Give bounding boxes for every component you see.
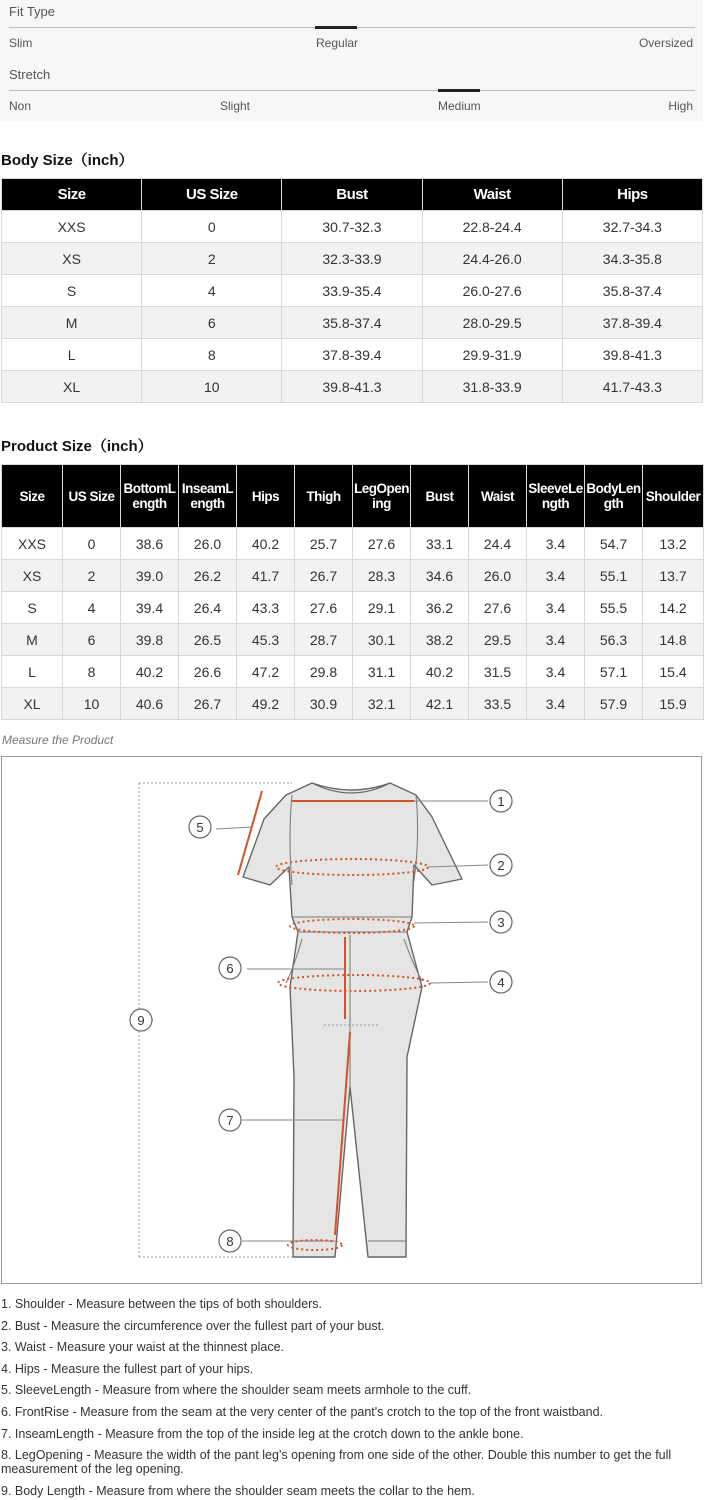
table-cell: 32.1	[353, 688, 411, 720]
table-cell: M	[2, 624, 63, 656]
fit-type-option-slim: Slim	[9, 36, 33, 50]
table-cell: 33.9-35.4	[282, 275, 422, 307]
marker-6: 6	[226, 961, 234, 976]
table-cell: 3.4	[527, 624, 585, 656]
table-cell: 30.7-32.3	[282, 211, 422, 243]
table-cell: 33.1	[411, 528, 469, 560]
note-bust: 2. Bust - Measure the circumference over the fullest part of your bust.	[1, 1319, 385, 1333]
table-cell: 28.0-29.5	[422, 307, 562, 339]
header-hips: Hips	[237, 465, 295, 528]
fit-type-option-regular: Regular	[316, 36, 359, 50]
header-shoulder: Shoulder	[643, 465, 704, 528]
stretch-indicator	[438, 89, 480, 92]
stretch-label: Stretch	[9, 67, 51, 82]
table-cell: 31.5	[469, 656, 527, 688]
jumpsuit-illustration	[2, 757, 701, 1283]
stretch-option-slight: Slight	[220, 99, 251, 113]
header-size: Size	[2, 465, 63, 528]
table-cell: 2	[63, 560, 121, 592]
stretch-track	[9, 90, 695, 91]
table-row	[2, 528, 704, 560]
table-header-row	[2, 465, 704, 528]
table-cell: 36.2	[411, 592, 469, 624]
table-cell: 40.2	[237, 528, 295, 560]
table-cell: M	[2, 307, 142, 339]
table-cell: 29.8	[295, 656, 353, 688]
table-cell: XS	[2, 243, 142, 275]
table-cell: 37.8-39.4	[562, 307, 702, 339]
table-cell: 26.7	[295, 560, 353, 592]
table-cell: 27.6	[353, 528, 411, 560]
header-bodylength: BodyLength	[585, 465, 643, 528]
table-cell: 6	[63, 624, 121, 656]
fit-type-label: Fit Type	[9, 4, 56, 19]
marker-8: 8	[226, 1234, 234, 1249]
table-cell: 27.6	[295, 592, 353, 624]
table-cell: 45.3	[237, 624, 295, 656]
table-cell: XXS	[2, 528, 63, 560]
table-row	[2, 275, 703, 307]
table-cell: 32.3-33.9	[282, 243, 422, 275]
note-front-rise: 6. FrontRise - Measure from the seam at the very center of the pant's crotch to the top of the front waistband.	[1, 1405, 603, 1419]
marker-5: 5	[196, 820, 204, 835]
table-cell: 24.4	[469, 528, 527, 560]
table-cell: 56.3	[585, 624, 643, 656]
table-cell: 42.1	[411, 688, 469, 720]
table-cell: 35.8-37.4	[282, 307, 422, 339]
table-cell: 57.9	[585, 688, 643, 720]
table-cell: 43.3	[237, 592, 295, 624]
table-cell: 0	[63, 528, 121, 560]
table-cell: L	[2, 656, 63, 688]
table-cell: 26.4	[179, 592, 237, 624]
measurement-diagram	[1, 756, 702, 1284]
header-thigh: Thigh	[295, 465, 353, 528]
stretch-option-medium: Medium	[438, 99, 481, 113]
header-waist: Waist	[469, 465, 527, 528]
table-cell: 15.9	[643, 688, 704, 720]
table-cell: L	[2, 339, 142, 371]
note-hips: 4. Hips - Measure the fullest part of your hips.	[1, 1362, 254, 1376]
table-row	[2, 339, 703, 371]
table-cell: S	[2, 275, 142, 307]
table-cell: 15.4	[643, 656, 704, 688]
table-row	[2, 371, 703, 403]
header-bust: Bust	[282, 179, 422, 211]
header-legopening: LegOpening	[353, 465, 411, 528]
table-cell: 2	[142, 243, 282, 275]
marker-2: 2	[497, 858, 505, 873]
table-cell: 26.0-27.6	[422, 275, 562, 307]
table-cell: 3.4	[527, 688, 585, 720]
table-cell: 26.5	[179, 624, 237, 656]
table-cell: 3.4	[527, 528, 585, 560]
note-body-length: 9. Body Length - Measure from where the shoulder seam meets the collar to the hem.	[1, 1484, 475, 1498]
table-cell: 28.3	[353, 560, 411, 592]
table-cell: 28.7	[295, 624, 353, 656]
table-cell: 3.4	[527, 560, 585, 592]
table-cell: 31.1	[353, 656, 411, 688]
table-cell: 40.2	[411, 656, 469, 688]
table-cell: 26.7	[179, 688, 237, 720]
header-bust: Bust	[411, 465, 469, 528]
marker-4: 4	[497, 975, 505, 990]
table-cell: 55.5	[585, 592, 643, 624]
table-cell: 39.0	[121, 560, 179, 592]
table-cell: 54.7	[585, 528, 643, 560]
note-sleeve-length: 5. SleeveLength - Measure from where the shoulder seam meets armhole to the cuff.	[1, 1383, 472, 1397]
table-cell: 6	[142, 307, 282, 339]
note-waist: 3. Waist - Measure your waist at the thinnest place.	[1, 1340, 284, 1354]
table-cell: 13.7	[643, 560, 704, 592]
marker-9: 9	[137, 1013, 145, 1028]
table-row	[2, 211, 703, 243]
table-cell: 3.4	[527, 592, 585, 624]
table-cell: 34.3-35.8	[562, 243, 702, 275]
stretch-option-non: Non	[9, 99, 32, 113]
table-cell: 24.4-26.0	[422, 243, 562, 275]
table-cell: 4	[63, 592, 121, 624]
table-cell: 30.1	[353, 624, 411, 656]
header-us-size: US Size	[142, 179, 282, 211]
table-cell: 57.1	[585, 656, 643, 688]
table-cell: 41.7	[237, 560, 295, 592]
table-cell: 4	[142, 275, 282, 307]
table-header-row	[2, 179, 703, 211]
table-cell: 35.8-37.4	[562, 275, 702, 307]
body-size-table	[1, 178, 703, 403]
garment-outline	[243, 783, 462, 1257]
table-cell: 49.2	[237, 688, 295, 720]
table-cell: 22.8-24.4	[422, 211, 562, 243]
header-waist: Waist	[422, 179, 562, 211]
table-row	[2, 688, 704, 720]
table-cell: 25.7	[295, 528, 353, 560]
stretch-option-high: High	[668, 99, 693, 113]
table-cell: 26.2	[179, 560, 237, 592]
fit-type-indicator	[315, 26, 357, 29]
table-cell: 38.6	[121, 528, 179, 560]
note-shoulder: 1. Shoulder - Measure between the tips of both shoulders.	[1, 1297, 323, 1311]
note-inseam-length: 7. InseamLength - Measure from the top of the inside leg at the crotch down to the ankle bone.	[1, 1427, 524, 1441]
table-cell: 0	[142, 211, 282, 243]
header-sleevelength: SleeveLength	[527, 465, 585, 528]
table-cell: 41.7-43.3	[562, 371, 702, 403]
table-cell: 26.0	[179, 528, 237, 560]
table-cell: 8	[142, 339, 282, 371]
table-cell: 47.2	[237, 656, 295, 688]
table-cell: 29.9-31.9	[422, 339, 562, 371]
table-cell: 32.7-34.3	[562, 211, 702, 243]
note-leg-opening: 8. LegOpening - Measure the width of the pant leg's opening from one side of the other. Double this number to get the full measurement of the leg opening.	[1, 1448, 672, 1476]
table-cell: 29.1	[353, 592, 411, 624]
table-row	[2, 243, 703, 275]
table-row	[2, 624, 704, 656]
table-cell: 30.9	[295, 688, 353, 720]
table-cell: 39.8-41.3	[562, 339, 702, 371]
table-cell: 40.2	[121, 656, 179, 688]
table-cell: 37.8-39.4	[282, 339, 422, 371]
marker-1: 1	[497, 794, 505, 809]
table-cell: S	[2, 592, 63, 624]
fit-type-option-oversized: Oversized	[638, 36, 693, 50]
table-cell: 27.6	[469, 592, 527, 624]
header-bottomlength: BottomLength	[121, 465, 179, 528]
table-row	[2, 560, 704, 592]
table-cell: 29.5	[469, 624, 527, 656]
marker-7: 7	[226, 1113, 234, 1128]
table-cell: 40.6	[121, 688, 179, 720]
table-cell: XXS	[2, 211, 142, 243]
table-cell: 10	[63, 688, 121, 720]
product-size-title: Product Size（inch）	[1, 438, 153, 455]
table-cell: 38.2	[411, 624, 469, 656]
table-row	[2, 307, 703, 339]
table-cell: 8	[63, 656, 121, 688]
table-cell: 14.8	[643, 624, 704, 656]
table-cell: 33.5	[469, 688, 527, 720]
header-inseamlength: InseamLength	[179, 465, 237, 528]
header-hips: Hips	[562, 179, 702, 211]
header-size: Size	[2, 179, 142, 211]
table-cell: XS	[2, 560, 63, 592]
table-cell: 26.6	[179, 656, 237, 688]
measure-caption: Measure the Product	[2, 733, 114, 747]
table-cell: XL	[2, 371, 142, 403]
table-row	[2, 656, 704, 688]
table-cell: XL	[2, 688, 63, 720]
table-cell: 39.4	[121, 592, 179, 624]
marker-3: 3	[497, 915, 505, 930]
table-cell: 13.2	[643, 528, 704, 560]
body-size-title: Body Size（inch）	[1, 152, 134, 169]
table-cell: 26.0	[469, 560, 527, 592]
table-row	[2, 592, 704, 624]
header-us-size: US Size	[63, 465, 121, 528]
table-cell: 14.2	[643, 592, 704, 624]
table-cell: 39.8-41.3	[282, 371, 422, 403]
table-cell: 31.8-33.9	[422, 371, 562, 403]
table-cell: 55.1	[585, 560, 643, 592]
table-cell: 34.6	[411, 560, 469, 592]
table-cell: 10	[142, 371, 282, 403]
table-cell: 39.8	[121, 624, 179, 656]
table-cell: 3.4	[527, 656, 585, 688]
fit-panel	[0, 0, 703, 121]
product-size-table	[1, 464, 704, 720]
